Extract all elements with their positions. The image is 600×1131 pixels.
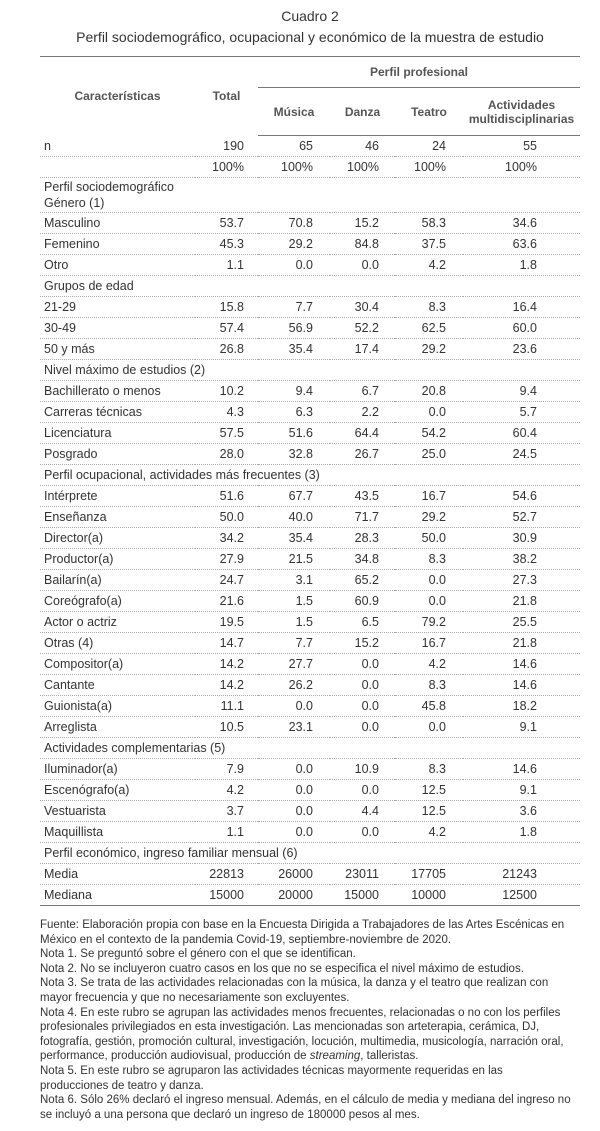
table-row <box>40 507 580 528</box>
cell-value: 4.2 <box>195 780 258 801</box>
cell-value: 0.0 <box>330 675 395 696</box>
cell-value: 9.4 <box>463 381 580 402</box>
row-label: Productor(a) <box>40 549 195 570</box>
section-label: Grupos de edad <box>44 279 134 293</box>
cell-value: 4.2 <box>395 822 463 843</box>
cell-value: 6.7 <box>330 381 395 402</box>
source-note: Fuente: Elaboración propia con base en la Encuesta Dirigida a Trabajadores de las Artes Escénicas en México en el contexto de la pandemia Covid-19, septiembre-noviembre de 2020. <box>40 919 565 946</box>
cell-value: 6.3 <box>258 402 330 423</box>
section-label: Nivel máximo de estudios (2) <box>44 363 206 377</box>
cell-value: 0.0 <box>258 759 330 780</box>
row-label: Carreras técnicas <box>40 402 195 423</box>
table-row <box>40 633 580 654</box>
row-label: Coreógrafo(a) <box>40 591 195 612</box>
cell-value: 0.0 <box>258 696 330 717</box>
cell-value: 9.4 <box>258 381 330 402</box>
cell-value: 1.1 <box>195 255 258 276</box>
table-row <box>40 157 580 178</box>
cell-value: 65 <box>258 136 330 157</box>
cell-value: 8.3 <box>395 297 463 318</box>
table-row <box>40 213 580 234</box>
cell-value: 0.0 <box>258 822 330 843</box>
table-row <box>40 801 580 822</box>
cell-value: 4.4 <box>330 801 395 822</box>
table-row <box>40 318 580 339</box>
cell-value: 0.0 <box>330 255 395 276</box>
cell-value: 45.8 <box>395 696 463 717</box>
note-3: Nota 3. Se trata de las actividades relacionadas con la música, la danza y el teatro que realizan con mayor frecuencia y que no necesariamente son excluyentes. <box>40 977 549 1004</box>
cell-value: 20.8 <box>395 381 463 402</box>
cell-value: 5.7 <box>463 402 580 423</box>
row-label: 50 y más <box>40 339 195 360</box>
cell-value: 19.5 <box>195 612 258 633</box>
subsection-label: Género (1) <box>44 196 105 210</box>
cell-value: 9.1 <box>463 717 580 738</box>
cell-value: 27.7 <box>258 654 330 675</box>
cell-value: 70.8 <box>258 213 330 234</box>
row-label: Masculino <box>40 213 195 234</box>
section-row <box>40 843 580 864</box>
cell-value: 64.4 <box>330 423 395 444</box>
cell-value: 6.5 <box>330 612 395 633</box>
row-label: Posgrado <box>40 444 195 465</box>
cell-value: 50.0 <box>395 528 463 549</box>
table-row <box>40 339 580 360</box>
cell-value: 0.0 <box>258 801 330 822</box>
cell-value: 84.8 <box>330 234 395 255</box>
cell-value: 1.5 <box>258 591 330 612</box>
cell-value: 25.0 <box>395 444 463 465</box>
table-row <box>40 423 580 444</box>
header-total: Total <box>212 89 241 104</box>
cell-value: 60.9 <box>330 591 395 612</box>
table-row <box>40 612 580 633</box>
table-row <box>40 822 580 843</box>
cell-value: 28.3 <box>330 528 395 549</box>
cell-value: 29.2 <box>395 339 463 360</box>
cell-value: 10000 <box>395 885 463 906</box>
cell-value: 0.0 <box>258 780 330 801</box>
cell-value: 43.5 <box>330 486 395 507</box>
cell-value: 56.9 <box>258 318 330 339</box>
cell-value: 57.5 <box>195 423 258 444</box>
row-label: Media <box>40 864 195 885</box>
cell-value: 14.7 <box>195 633 258 654</box>
row-label: Intérprete <box>40 486 195 507</box>
cell-value: 54.2 <box>395 423 463 444</box>
cell-value: 51.6 <box>195 486 258 507</box>
section-row <box>40 276 580 297</box>
cell-value: 26000 <box>258 864 330 885</box>
cell-value: 51.6 <box>258 423 330 444</box>
table-row <box>40 549 580 570</box>
section-row <box>40 178 580 213</box>
row-label <box>40 157 195 178</box>
cell-value: 29.2 <box>258 234 330 255</box>
cell-value: 26.7 <box>330 444 395 465</box>
cell-value: 15000 <box>195 885 258 906</box>
cell-value: 15000 <box>330 885 395 906</box>
row-label: Otras (4) <box>40 633 195 654</box>
row-label: Cantante <box>40 675 195 696</box>
cell-value: 190 <box>195 136 258 157</box>
cell-value: 57.4 <box>195 318 258 339</box>
table-row <box>40 759 580 780</box>
header-caracteristicas: Características <box>74 89 161 104</box>
cell-value: 63.6 <box>463 234 580 255</box>
cell-value: 16.4 <box>463 297 580 318</box>
cell-value: 27.9 <box>195 549 258 570</box>
cell-value: 14.6 <box>463 675 580 696</box>
cell-value: 12500 <box>463 885 580 906</box>
cell-value: 100% <box>330 157 395 178</box>
note-4 <box>40 1006 574 1064</box>
note-4-text: Nota 4. En este rubro se agrupan las actividades menos frecuentes, relacionadas o no con los perfiles profesionales privilegiados en esta investigación. Las mencionadas son arteterapia, cerámica, DJ, fotografía, gestión, promoción cultural, investigación, locución, multimedia, musicología, narración oral, performance, producción audiovisual, producción de <box>40 1006 564 1063</box>
cell-value: 100% <box>258 157 330 178</box>
cell-value: 2.2 <box>330 402 395 423</box>
row-label: Actor o actriz <box>40 612 195 633</box>
cell-value: 16.7 <box>395 633 463 654</box>
section-row <box>40 738 580 759</box>
cell-value: 67.7 <box>258 486 330 507</box>
data-table <box>40 56 580 906</box>
row-label: Vestuarista <box>40 801 195 822</box>
cell-value: 15.2 <box>330 213 395 234</box>
cell-value: 0.0 <box>395 591 463 612</box>
cell-value: 1.8 <box>463 255 580 276</box>
cell-value: 21.8 <box>463 591 580 612</box>
header-danza: Danza <box>330 88 395 136</box>
cell-value: 8.3 <box>395 675 463 696</box>
cell-value: 14.6 <box>463 654 580 675</box>
cell-value: 20000 <box>258 885 330 906</box>
cell-value: 4.3 <box>195 402 258 423</box>
cell-value: 55 <box>463 136 580 157</box>
table-document <box>40 0 580 1122</box>
cell-value: 23011 <box>330 864 395 885</box>
table-row <box>40 696 580 717</box>
row-label: Guionista(a) <box>40 696 195 717</box>
row-label: Bailarín(a) <box>40 570 195 591</box>
table-row <box>40 717 580 738</box>
cell-value: 0.0 <box>330 822 395 843</box>
row-label: Iluminador(a) <box>40 759 195 780</box>
footnotes <box>40 918 580 1122</box>
cell-value: 8.3 <box>395 759 463 780</box>
note-1: Nota 1. Se preguntó sobre el género con el que se identifican. <box>40 948 356 961</box>
cell-value: 7.7 <box>258 633 330 654</box>
cell-value: 24.7 <box>195 570 258 591</box>
row-label: 21-29 <box>40 297 195 318</box>
cell-value: 11.1 <box>195 696 258 717</box>
cell-value: 21.5 <box>258 549 330 570</box>
cell-value: 100% <box>195 157 258 178</box>
cell-value: 21.8 <box>463 633 580 654</box>
cell-value: 7.7 <box>258 297 330 318</box>
section-row <box>40 465 580 486</box>
section-label: Perfil sociodemográfico <box>44 180 174 194</box>
cell-value: 21.6 <box>195 591 258 612</box>
table-row <box>40 381 580 402</box>
table-row <box>40 528 580 549</box>
table-row <box>40 255 580 276</box>
cell-value: 38.2 <box>463 549 580 570</box>
cell-value: 17705 <box>395 864 463 885</box>
cell-value: 3.7 <box>195 801 258 822</box>
note-4-italic: streaming <box>309 1050 361 1063</box>
row-label: 30-49 <box>40 318 195 339</box>
cell-value: 32.8 <box>258 444 330 465</box>
note-4-end: , talleristas. <box>360 1050 419 1063</box>
cell-value: 23.1 <box>258 717 330 738</box>
cell-value: 4.2 <box>395 255 463 276</box>
table-row <box>40 234 580 255</box>
cell-value: 14.2 <box>195 654 258 675</box>
section-title <box>40 360 580 381</box>
cell-value: 46 <box>330 136 395 157</box>
cell-value: 45.3 <box>195 234 258 255</box>
cell-value: 0.0 <box>395 717 463 738</box>
table-title: Perfil sociodemográfico, ocupacional y económico de la muestra de estudio <box>76 29 544 45</box>
cell-value: 1.8 <box>463 822 580 843</box>
cell-value: 18.2 <box>463 696 580 717</box>
cell-value: 34.8 <box>330 549 395 570</box>
row-label: Bachillerato o menos <box>40 381 195 402</box>
cell-value: 12.5 <box>395 801 463 822</box>
cell-value: 30.4 <box>330 297 395 318</box>
row-label: n <box>40 136 195 157</box>
header-teatro: Teatro <box>395 88 463 136</box>
row-label: Maquillista <box>40 822 195 843</box>
table-row <box>40 780 580 801</box>
table-row <box>40 444 580 465</box>
table-row <box>40 885 580 906</box>
cell-value: 3.1 <box>258 570 330 591</box>
cell-value: 25.5 <box>463 612 580 633</box>
cell-value: 60.0 <box>463 318 580 339</box>
row-label: Enseñanza <box>40 507 195 528</box>
cell-value: 100% <box>395 157 463 178</box>
table-row <box>40 486 580 507</box>
cell-value: 8.3 <box>395 549 463 570</box>
cell-value: 100% <box>463 157 580 178</box>
cell-value: 54.6 <box>463 486 580 507</box>
row-label: Escenógrafo(a) <box>40 780 195 801</box>
table-row <box>40 864 580 885</box>
cell-value: 34.2 <box>195 528 258 549</box>
cell-value: 10.2 <box>195 381 258 402</box>
section-title <box>40 738 580 759</box>
row-label: Femenino <box>40 234 195 255</box>
header-musica: Música <box>258 88 330 136</box>
cell-value: 15.8 <box>195 297 258 318</box>
cell-value: 12.5 <box>395 780 463 801</box>
cell-value: 35.4 <box>258 339 330 360</box>
cell-value: 0.0 <box>330 717 395 738</box>
cell-value: 16.7 <box>395 486 463 507</box>
table-row <box>40 570 580 591</box>
cell-value: 79.2 <box>395 612 463 633</box>
cell-value: 0.0 <box>330 780 395 801</box>
row-label: Mediana <box>40 885 195 906</box>
header-perfil-profesional: Perfil profesional <box>258 57 580 88</box>
table-row <box>40 654 580 675</box>
cell-value: 62.5 <box>395 318 463 339</box>
table-row <box>40 136 580 157</box>
cell-value: 21243 <box>463 864 580 885</box>
section-label: Perfil económico, ingreso familiar mensual (6) <box>44 846 298 860</box>
row-label: Arreglista <box>40 717 195 738</box>
cell-value: 52.2 <box>330 318 395 339</box>
cell-value: 0.0 <box>258 255 330 276</box>
cell-value: 35.4 <box>258 528 330 549</box>
note-2: Nota 2. No se incluyeron cuatro casos en los que no se especifica el nivel máximo de estudios. <box>40 962 524 975</box>
section-title <box>40 465 580 486</box>
cell-value: 9.1 <box>463 780 580 801</box>
table-label: Cuadro 2 <box>281 8 339 24</box>
note-6: Nota 6. Sólo 26% declaró el ingreso mensual. Además, en el cálculo de media y mediana del ingreso no se incluyó a una persona que declaró un ingreso de 180000 pesos al mes. <box>40 1094 571 1121</box>
table-row <box>40 675 580 696</box>
cell-value: 71.7 <box>330 507 395 528</box>
row-label: Otro <box>40 255 195 276</box>
section-title <box>40 276 580 297</box>
section-label: Actividades complementarias (5) <box>44 741 226 755</box>
table-row <box>40 297 580 318</box>
table-row <box>40 402 580 423</box>
section-row <box>40 360 580 381</box>
cell-value: 1.1 <box>195 822 258 843</box>
cell-value: 23.6 <box>463 339 580 360</box>
cell-value: 7.9 <box>195 759 258 780</box>
cell-value: 0.0 <box>330 654 395 675</box>
section-label: Perfil ocupacional, actividades más frecuentes (3) <box>44 468 320 482</box>
cell-value: 60.4 <box>463 423 580 444</box>
row-label: Licenciatura <box>40 423 195 444</box>
cell-value: 29.2 <box>395 507 463 528</box>
cell-value: 52.7 <box>463 507 580 528</box>
cell-value: 0.0 <box>330 696 395 717</box>
header-actividades: Actividades multidisciplinarias <box>463 88 580 136</box>
cell-value: 65.2 <box>330 570 395 591</box>
cell-value: 0.0 <box>395 570 463 591</box>
section-title <box>40 843 580 864</box>
row-label: Director(a) <box>40 528 195 549</box>
cell-value: 22813 <box>195 864 258 885</box>
cell-value: 37.5 <box>395 234 463 255</box>
cell-value: 58.3 <box>395 213 463 234</box>
cell-value: 14.2 <box>195 675 258 696</box>
cell-value: 0.0 <box>395 402 463 423</box>
cell-value: 15.2 <box>330 633 395 654</box>
cell-value: 28.0 <box>195 444 258 465</box>
cell-value: 27.3 <box>463 570 580 591</box>
table-row <box>40 591 580 612</box>
cell-value: 30.9 <box>463 528 580 549</box>
cell-value: 10.9 <box>330 759 395 780</box>
cell-value: 50.0 <box>195 507 258 528</box>
cell-value: 17.4 <box>330 339 395 360</box>
cell-value: 26.2 <box>258 675 330 696</box>
cell-value: 34.6 <box>463 213 580 234</box>
cell-value: 1.5 <box>258 612 330 633</box>
cell-value: 4.2 <box>395 654 463 675</box>
cell-value: 53.7 <box>195 213 258 234</box>
cell-value: 10.5 <box>195 717 258 738</box>
cell-value: 14.6 <box>463 759 580 780</box>
cell-value: 26.8 <box>195 339 258 360</box>
note-5: Nota 5. En este rubro se agruparon las actividades técnicas mayormente requeridas en las producciones de teatro y danza. <box>40 1064 503 1092</box>
section-title <box>40 178 580 213</box>
cell-value: 3.6 <box>463 801 580 822</box>
cell-value: 24.5 <box>463 444 580 465</box>
row-label: Compositor(a) <box>40 654 195 675</box>
cell-value: 24 <box>395 136 463 157</box>
cell-value: 40.0 <box>258 507 330 528</box>
